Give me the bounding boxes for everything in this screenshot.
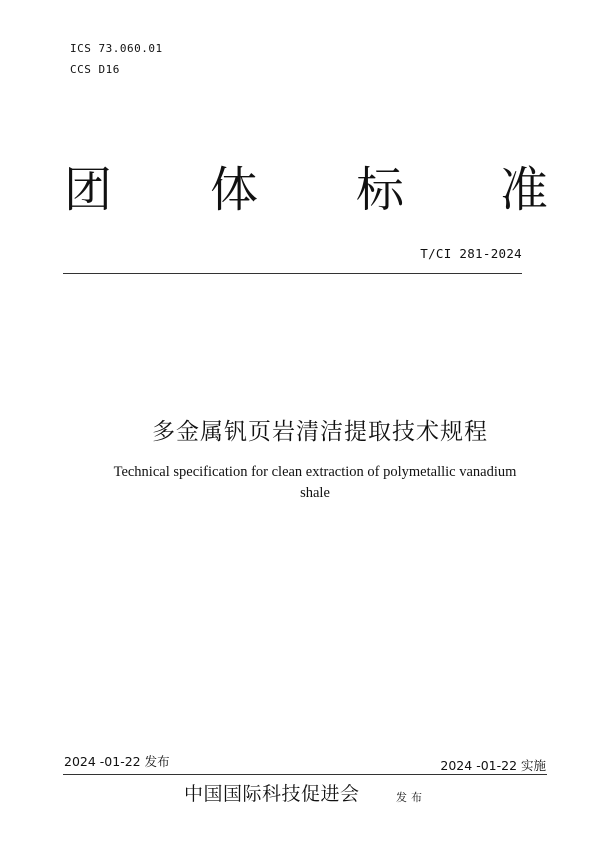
document-type-char: 标	[356, 162, 405, 218]
header-divider	[63, 273, 522, 274]
publish-date: 2024 -01-22 发布	[64, 754, 170, 769]
english-title: Technical specification for clean extraction of polymetallic vanadium shale	[113, 464, 517, 501]
ics-code: ICS 73.060.01	[70, 42, 163, 55]
ccs-code: CCS D16	[70, 63, 120, 76]
document-type-char: 准	[500, 162, 549, 218]
document-type-heading	[64, 160, 554, 220]
document-type-char: 团	[64, 162, 113, 218]
chinese-title: 多金属钒页岩清洁提取技术规程	[152, 419, 488, 445]
publisher-suffix: 发布	[396, 791, 426, 804]
document-type-char: 体	[210, 162, 259, 218]
publisher-name: 中国国际科技促进会	[184, 783, 360, 805]
footer-divider	[63, 774, 547, 775]
implement-date: 2024 -01-22 实施	[440, 758, 546, 773]
standard-number: T/CI 281-2024	[420, 246, 522, 261]
